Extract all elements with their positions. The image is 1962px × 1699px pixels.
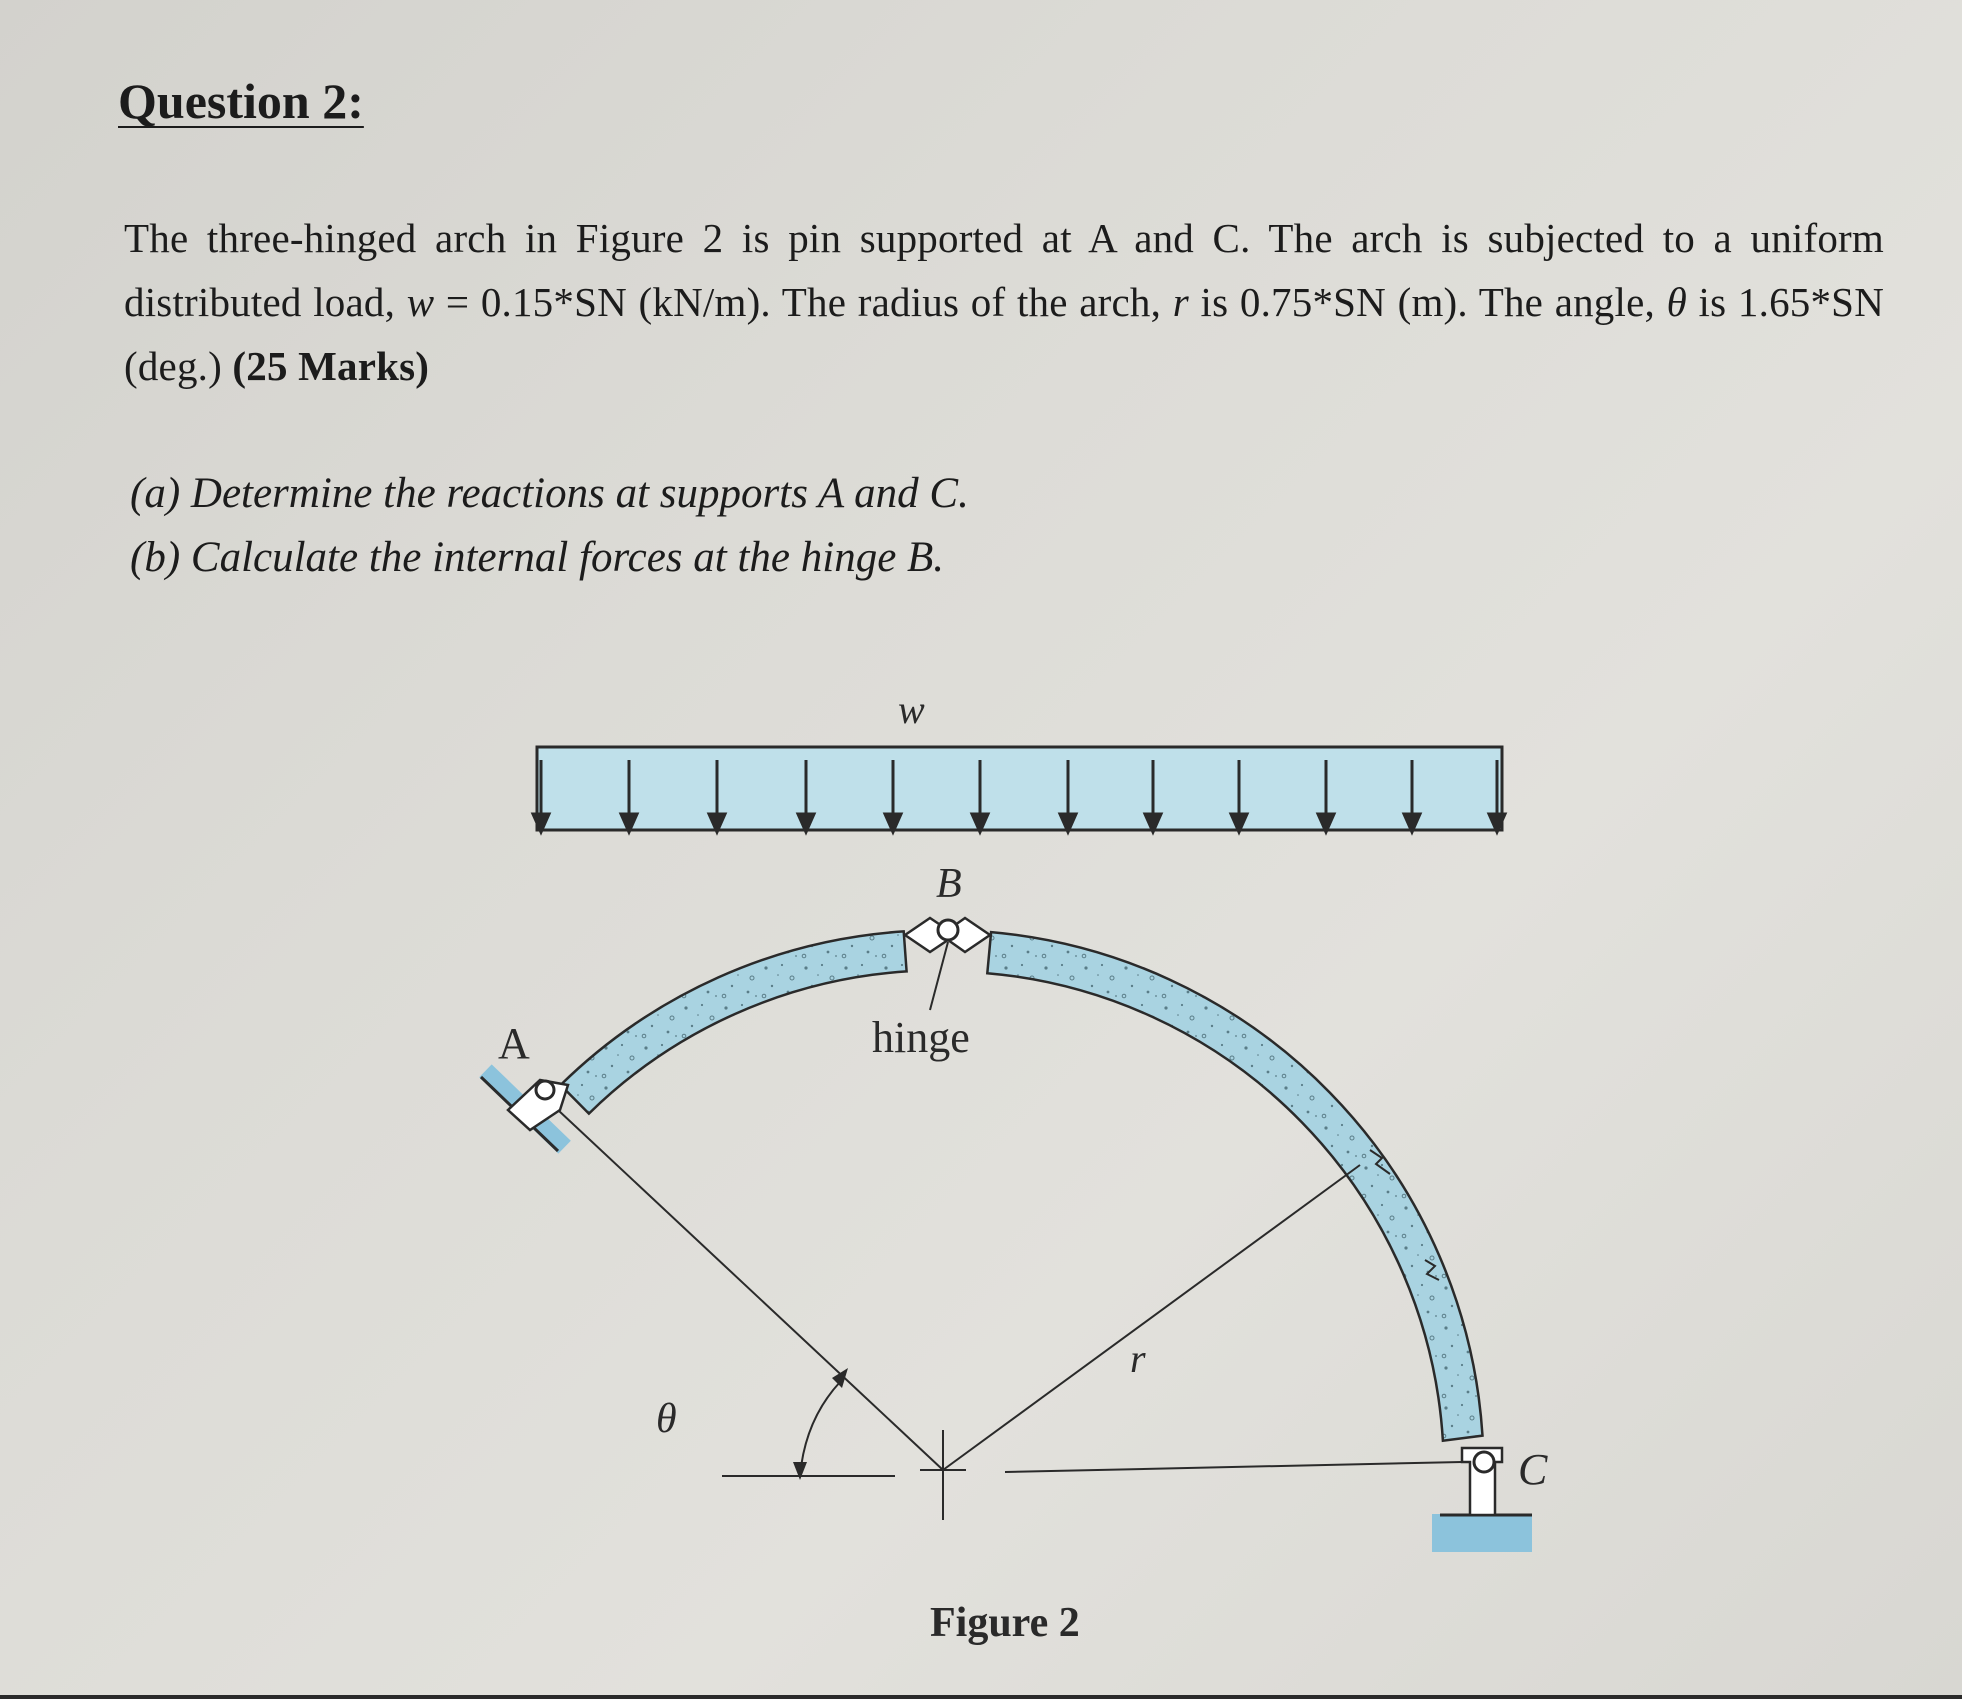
arch-segment-left <box>561 931 907 1113</box>
angle-label: θ <box>656 1396 677 1442</box>
geometry-lines <box>558 1110 1462 1520</box>
part-b: (b) Calculate the internal forces at the hinge B. <box>130 534 945 581</box>
figure-caption: Figure 2 <box>930 1600 1080 1646</box>
support-a-label: A <box>498 1019 530 1068</box>
hinge-leader-line <box>930 942 948 1010</box>
r-symbol: r <box>1172 279 1189 325</box>
marks-label: (25 Marks) <box>232 343 430 389</box>
part-a: (a) Determine the reactions at supports A and C. <box>130 470 969 517</box>
question-heading: Question 2: <box>118 73 364 129</box>
arch <box>561 931 1483 1440</box>
w-symbol: w <box>406 279 435 325</box>
page-bottom-edge <box>0 1695 1962 1699</box>
load-label: w <box>898 687 925 732</box>
support-a <box>479 1064 571 1153</box>
paragraph-text-4: is 1.65*SN (deg.) <box>124 279 1884 389</box>
arch-segment-right <box>987 932 1482 1441</box>
hinge-point-label: B <box>936 861 962 907</box>
paragraph-text-2: = 0.15*SN (kN/m). The radius of the arch, <box>434 279 1173 325</box>
paragraph-text-3: is 0.75*SN (m). The angle, <box>1188 279 1667 325</box>
theta-symbol: θ <box>1666 279 1687 325</box>
distributed-load <box>533 747 1505 832</box>
angle-arrowhead-bottom <box>793 1462 807 1480</box>
support-c-label: C <box>1518 1445 1548 1494</box>
load-block <box>537 747 1502 830</box>
paragraph-text-1: The three-hinged arch in Figure 2 is pin supported at A and C. The arch is subjected to a uniform distributed load, <box>124 215 1884 325</box>
hinge-text: hinge <box>872 1013 970 1062</box>
support-c <box>1432 1448 1532 1552</box>
radius-label: r <box>1130 1336 1146 1381</box>
